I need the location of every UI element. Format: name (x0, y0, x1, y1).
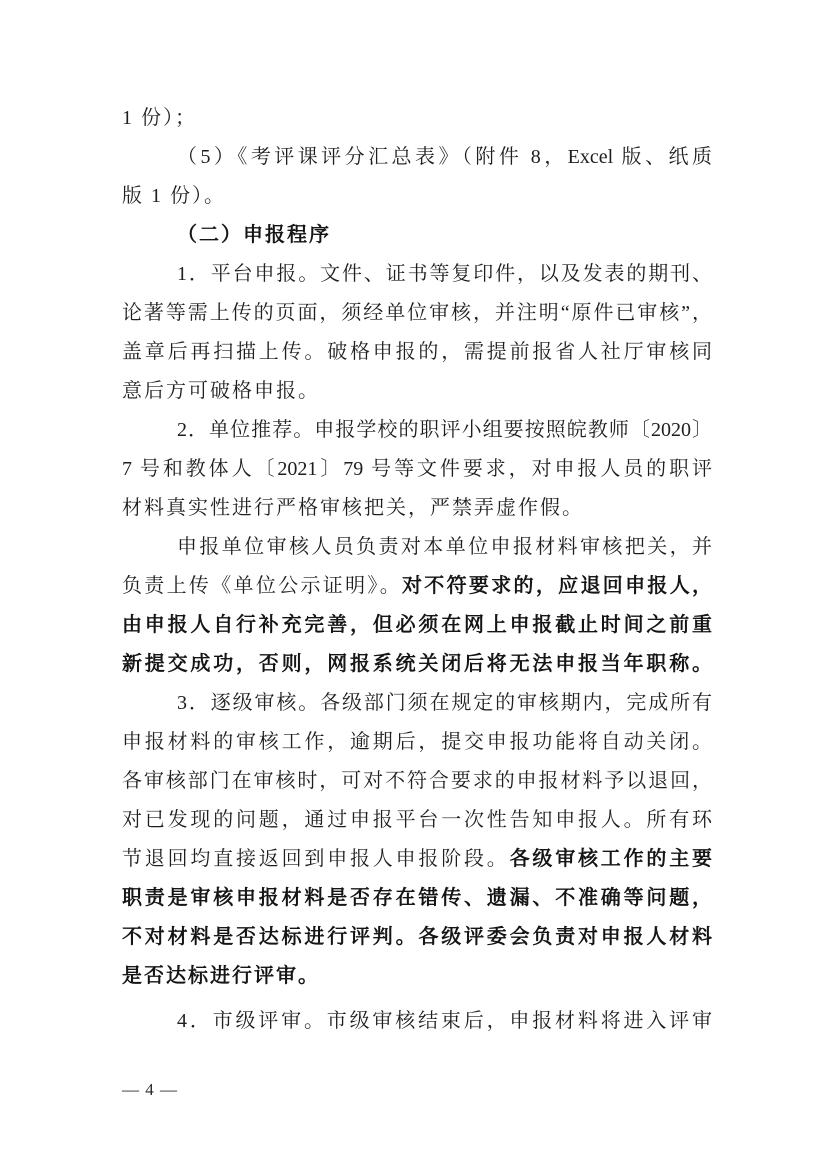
text-segment: 4．市级评审。市级审核结束后，申报材料将进入评审 (177, 1010, 712, 1032)
text-line (122, 216, 712, 255)
text-line (122, 294, 712, 333)
bold-text-segment: 不对材料是否达标进行评判。各级评委会负责对申报人材料 (122, 926, 712, 948)
text-line (122, 840, 712, 879)
text-line (122, 528, 712, 567)
text-line (122, 606, 712, 645)
text-segment: 意后方可破格申报。 (122, 380, 320, 402)
bold-text-segment: 对不符要求的，应退回申报人， (402, 575, 712, 597)
text-segment: 1．平台申报。文件、证书等复印件，以及发表的期刊、 (177, 263, 712, 285)
text-line (122, 333, 712, 372)
text-segment: （5）《考评课评分汇总表》（附件 8，Excel 版、纸质 (177, 146, 712, 168)
text-line (122, 723, 712, 762)
page-number: — 4 — (122, 1080, 178, 1099)
text-line (122, 372, 712, 411)
text-segment: 负责上传《单位公示证明》。 (122, 575, 402, 597)
text-segment: 盖章后再扫描上传。破格申报的，需提前报省人社厅审核同 (122, 341, 712, 363)
text-line (122, 762, 712, 801)
text-segment: 7 号和教体人〔2021〕79 号等文件要求，对申报人员的职评 (122, 458, 712, 480)
text-line (122, 918, 712, 957)
bold-text-segment: 是否达标进行评审。 (122, 965, 320, 987)
text-line (122, 177, 712, 216)
text-line (122, 1002, 712, 1041)
text-segment: 对已发现的问题，通过申报平台一次性告知申报人。所有环 (122, 809, 712, 831)
text-line (122, 567, 712, 606)
document-body (122, 99, 712, 1041)
text-line (122, 450, 712, 489)
text-segment: 节退回均直接返回到申报人申报阶段。 (122, 848, 510, 870)
bold-text-segment: 新提交成功，否则，网报系统关闭后将无法申报当年职称。 (122, 653, 712, 675)
text-line (122, 255, 712, 294)
text-line (122, 645, 712, 684)
text-line (122, 99, 712, 138)
bold-text-segment: 各级审核工作的主要 (509, 848, 712, 870)
text-segment: 材料真实性进行严格审核把关，严禁弄虚作假。 (122, 497, 584, 519)
text-segment: 各审核部门在审核时，可对不符合要求的申报材料予以退回， (122, 770, 712, 792)
text-line (122, 411, 712, 450)
text-line (122, 684, 712, 723)
text-line (122, 138, 712, 177)
text-segment: 申报单位审核人员负责对本单位申报材料审核把关，并 (177, 536, 712, 558)
text-segment: 2．单位推荐。申报学校的职评小组要按照皖教师〔2020〕 (177, 419, 712, 441)
text-segment: 3．逐级审核。各级部门须在规定的审核期内，完成所有 (177, 692, 712, 714)
bold-text-segment: 由申报人自行补充完善，但必须在网上申报截止时间之前重 (122, 614, 712, 636)
bold-text-segment: 职责是审核申报材料是否存在错传、遗漏、不准确等问题， (122, 887, 712, 909)
text-line (122, 801, 712, 840)
text-segment: 版 1 份）。 (122, 185, 226, 207)
text-segment: 1 份）； (122, 107, 197, 129)
text-segment: 申报材料的审核工作，逾期后，提交申报功能将自动关闭。 (122, 731, 712, 753)
text-line (122, 879, 712, 918)
bold-text-segment: （二）申报程序 (177, 224, 331, 246)
text-segment: 论著等需上传的页面，须经单位审核，并注明“原件已审核”， (122, 302, 712, 324)
text-line (122, 957, 712, 996)
text-line (122, 489, 712, 528)
